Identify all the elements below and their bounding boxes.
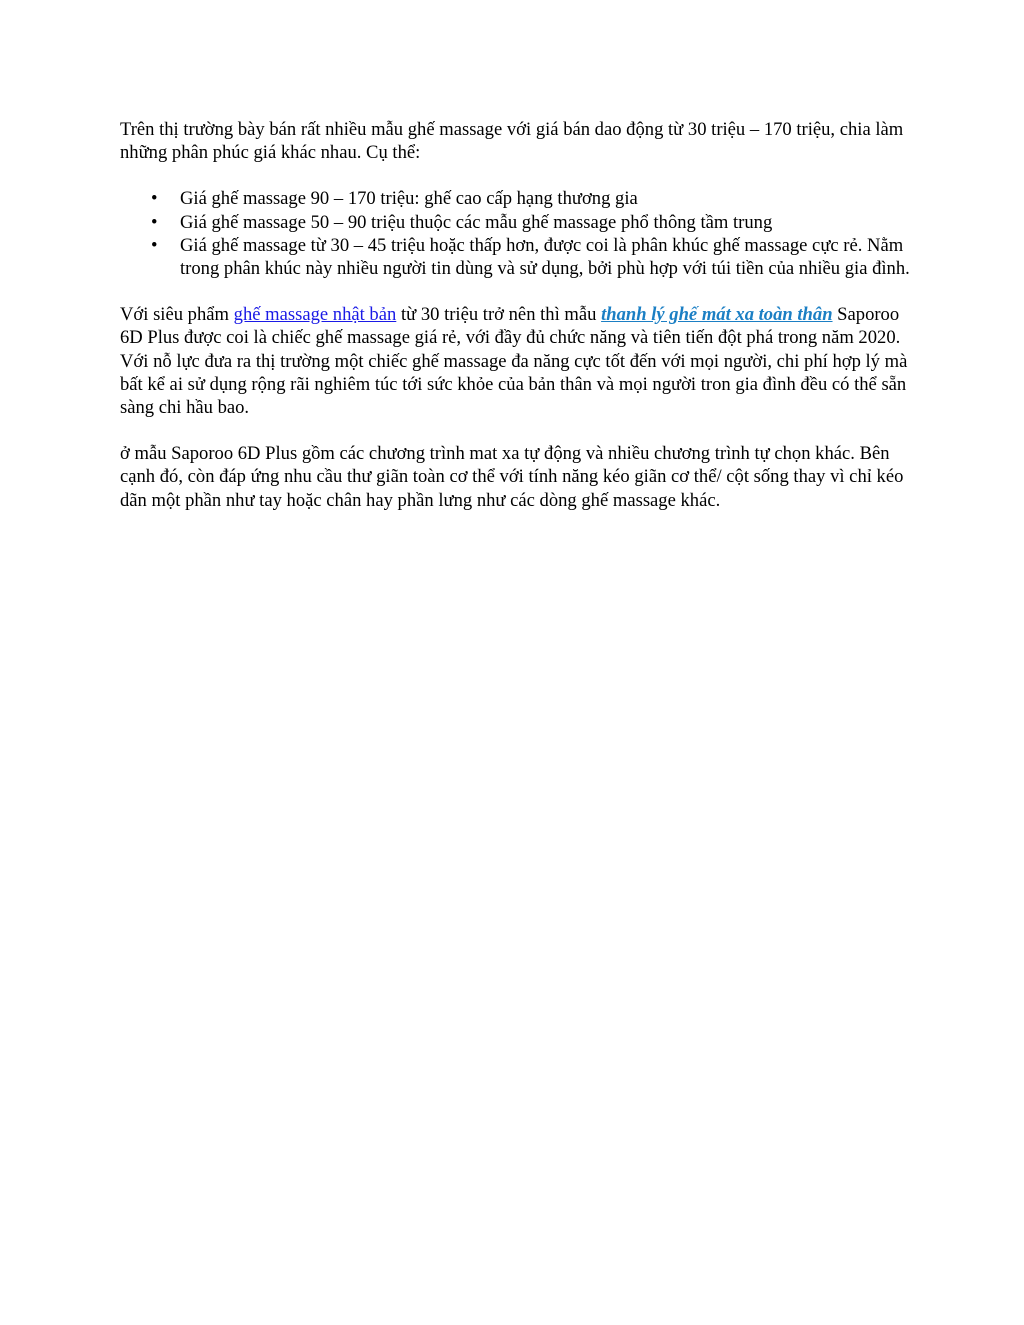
list-item (151, 234, 910, 280)
price-range-list (120, 187, 910, 280)
paragraph-text: Saporoo 6D Plus được coi là chiếc ghế massage giá rẻ, với đầy đủ chức năng và tiên tiến đột phá trong năm 2020. Với nỗ lực đưa ra thị trường một chiếc ghế massage đa năng cực tốt đến với mọi người, chi phí hợp lý mà bất kể ai sử dụng rộng rãi nghiêm túc tới sức khỏe của bản thân và mọi người tron gia đình đều có thể sẵn sàng chi hầu bao. (120, 304, 908, 419)
document-page (120, 118, 910, 512)
bullet-icon: • (151, 188, 158, 210)
clearance-massage-chair-link[interactable]: thanh lý ghế mát xa toàn thân (601, 304, 833, 326)
paragraph-text: từ 30 triệu trở nên thì mẫu (396, 304, 602, 326)
list-item-text: Giá ghế massage 50 – 90 triệu thuộc các mẫu ghế massage phổ thông tầm trung (180, 211, 773, 233)
list-item (151, 211, 910, 234)
bullet-icon: • (151, 211, 158, 233)
list-item-text: Giá ghế massage từ 30 – 45 triệu hoặc thấp hơn, được coi là phân khúc ghế massage cực rẻ. Nằm trong phân khúc này nhiều người tin dùng và sử dụng, bởi phù hợp với túi tiền của nhiều gia đình. (180, 234, 910, 280)
list-item-text: Giá ghế massage 90 – 170 triệu: ghế cao cấp hạng thương gia (180, 188, 638, 210)
paragraph-text: Với siêu phẩm (120, 304, 234, 326)
intro-paragraph: Trên thị trường bày bán rất nhiều mẫu ghế massage với giá bán dao động từ 30 triệu – 170 triệu, chia làm những phân phúc giá khác nhau. Cụ thể: (120, 119, 904, 164)
saporoo-intro-paragraph (120, 303, 910, 419)
saporoo-features-paragraph: ở mẫu Saporoo 6D Plus gồm các chương trình mat xa tự động và nhiều chương trình tự chọn khác. Bên cạnh đó, còn đáp ứng nhu cầu thư giãn toàn cơ thể với tính năng kéo giãn cơ thể/ cột sống thay vì chỉ kéo dãn một phần như tay hoặc chân hay phần lưng như các dòng ghế massage khác. (120, 443, 904, 511)
list-item (151, 187, 910, 210)
japanese-massage-chair-link[interactable]: ghế massage nhật bản (233, 304, 397, 326)
bullet-icon: • (151, 234, 158, 256)
